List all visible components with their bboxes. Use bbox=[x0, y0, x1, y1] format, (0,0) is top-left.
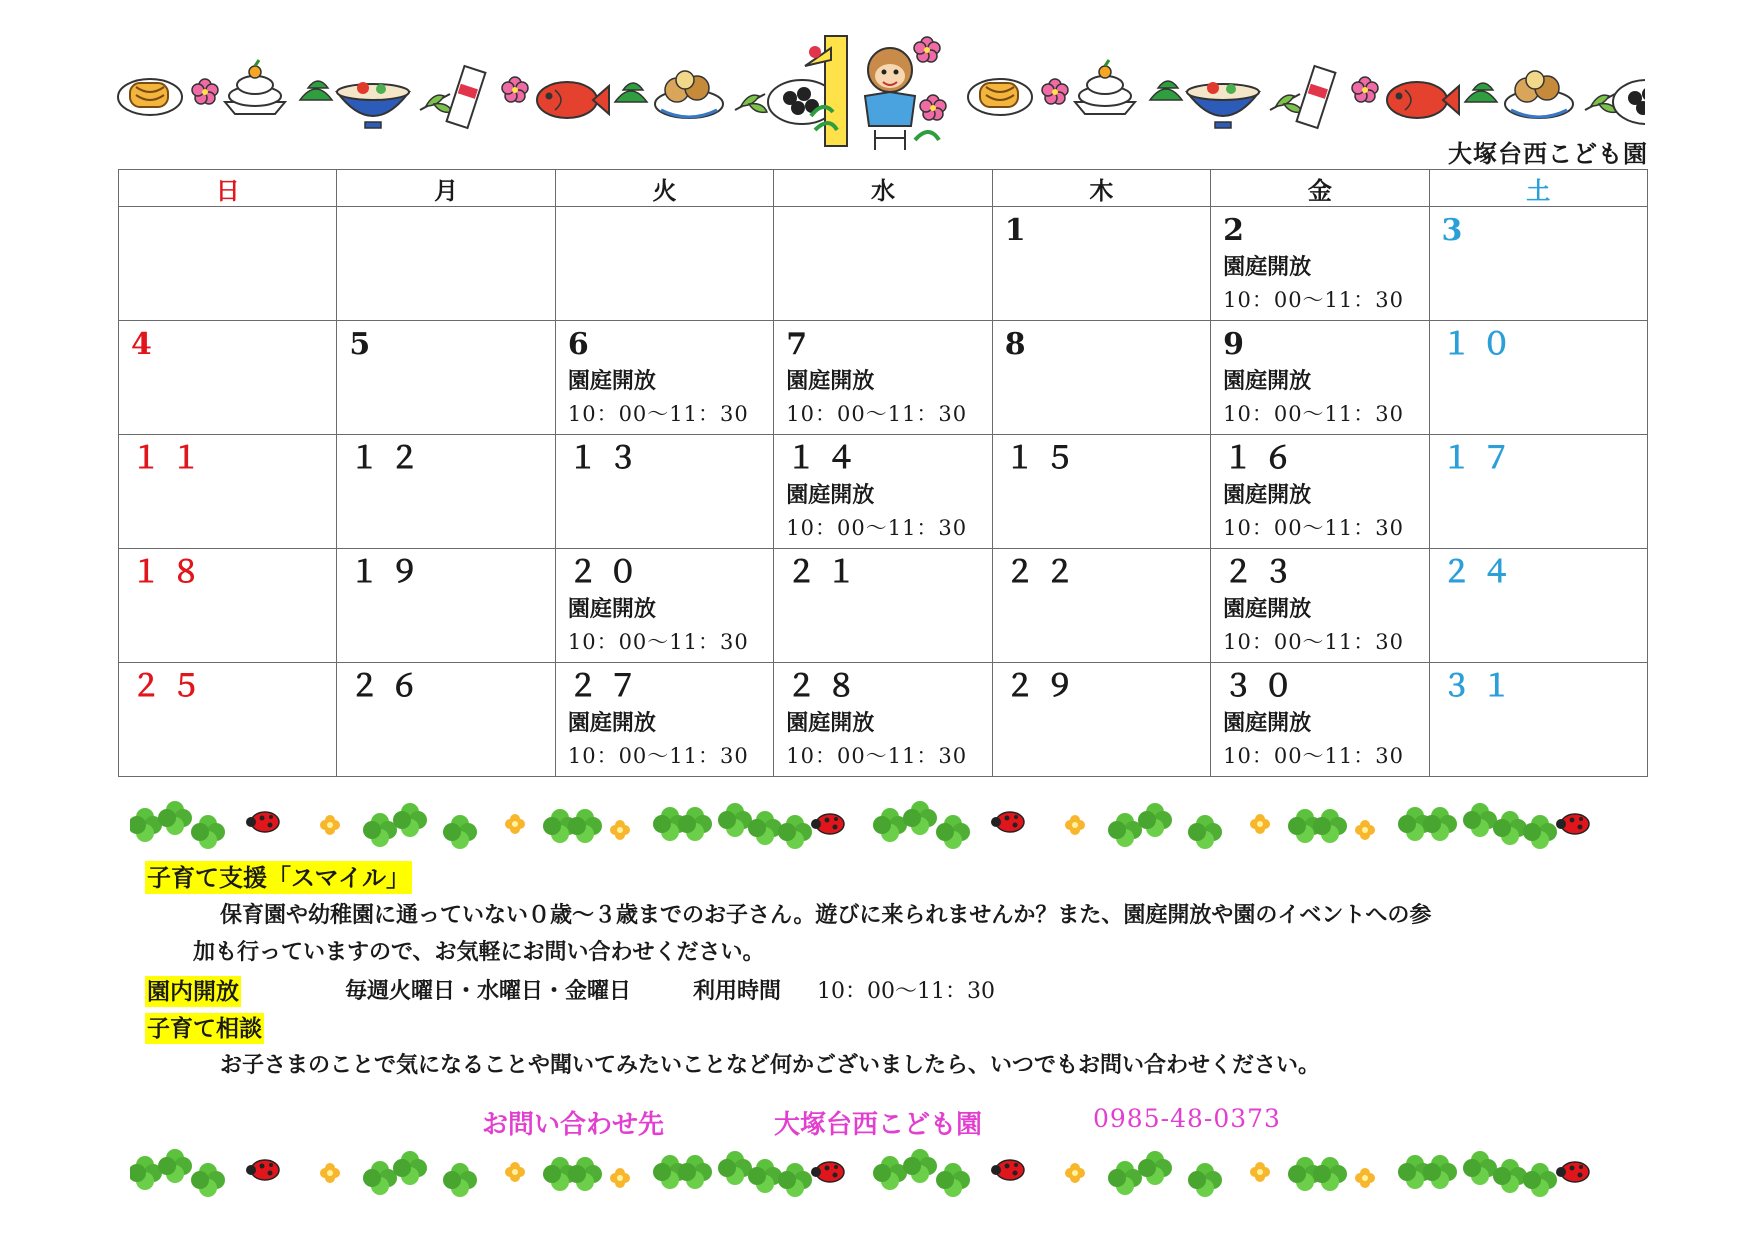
day-number: ２４ bbox=[1441, 555, 1522, 590]
calendar-week-row bbox=[119, 549, 1648, 663]
calendar-day-cell bbox=[992, 663, 1210, 777]
calendar-day-cell bbox=[774, 435, 992, 549]
day-number: １１ bbox=[131, 441, 211, 476]
calendar-week-row bbox=[119, 663, 1648, 777]
event-time: 10：00～11：30 bbox=[786, 744, 968, 768]
calendar-body bbox=[119, 207, 1648, 777]
calendar-day-cell bbox=[1211, 207, 1429, 321]
weekday-header: 火 bbox=[555, 170, 773, 207]
smile-heading bbox=[145, 858, 412, 893]
calendar-day-cell bbox=[555, 549, 773, 663]
event-time: 10：00～11：30 bbox=[1223, 516, 1404, 540]
event-time: 10：00～11：30 bbox=[786, 516, 968, 540]
calendar-day-cell bbox=[1211, 321, 1429, 435]
event-time: 10：00～11：30 bbox=[1223, 630, 1404, 654]
calendar-week-row bbox=[119, 207, 1648, 321]
contact-label: お問い合わせ先 bbox=[482, 1110, 665, 1140]
day-number: １０ bbox=[1441, 327, 1522, 362]
day-number: 3 bbox=[1441, 213, 1473, 248]
event-time: 10：00～11：30 bbox=[567, 744, 749, 768]
event-title: 園庭開放 bbox=[1223, 710, 1312, 736]
calendar-day-cell bbox=[1429, 321, 1647, 435]
event-time: 10：00～11：30 bbox=[786, 402, 968, 426]
calendar-day-cell bbox=[119, 549, 337, 663]
consult-heading bbox=[145, 1010, 264, 1043]
event-time: 10：00～11：30 bbox=[567, 630, 749, 654]
event-title: 園庭開放 bbox=[1223, 254, 1312, 280]
day-number: １４ bbox=[786, 441, 867, 476]
open-schedule bbox=[345, 974, 995, 1005]
calendar-day-cell bbox=[337, 321, 555, 435]
day-number: 8 bbox=[1004, 327, 1036, 362]
calendar-day-cell bbox=[1429, 435, 1647, 549]
day-number: ２５ bbox=[131, 669, 211, 704]
calendar-day-cell bbox=[119, 435, 337, 549]
calendar-week-row bbox=[119, 321, 1648, 435]
smile-heading-text: 子育て支援「スマイル」 bbox=[147, 863, 411, 892]
open-hours: 10：00～11：30 bbox=[817, 979, 996, 1004]
day-number: １５ bbox=[1004, 441, 1085, 476]
calendar-day-cell bbox=[774, 321, 992, 435]
open-hours-label: 利用時間 bbox=[693, 978, 782, 1004]
calendar-day-cell bbox=[992, 549, 1210, 663]
event-title: 園庭開放 bbox=[567, 710, 656, 736]
day-number: １６ bbox=[1223, 441, 1304, 476]
school-name: 大塚台西こども園 bbox=[1448, 139, 1648, 168]
day-number: １７ bbox=[1441, 441, 1522, 476]
day-number: 2 bbox=[1223, 213, 1254, 248]
smile-description-line1: 保育園や幼稚園に通っていない０歳～３歳までのお子さん。遊びに来られませんか？また、園庭開放や園のイベントへの参 bbox=[220, 902, 1432, 928]
event-time: 10：00～11：30 bbox=[1223, 402, 1404, 426]
calendar-day-cell bbox=[992, 435, 1210, 549]
weekday-header: 木 bbox=[992, 170, 1210, 207]
clover-ladybug-border-bottom bbox=[130, 1148, 1630, 1198]
weekday-header: 水 bbox=[774, 170, 992, 207]
calendar-day-cell bbox=[1211, 663, 1429, 777]
calendar-day-cell bbox=[774, 549, 992, 663]
day-number: ３０ bbox=[1223, 669, 1304, 704]
calendar-day-cell bbox=[1429, 549, 1647, 663]
weekday-header: 土 bbox=[1429, 170, 1647, 207]
calendar-day-cell bbox=[555, 435, 773, 549]
weekday-header: 日 bbox=[119, 170, 337, 207]
smile-description-line2: 加も行っていますので、お気軽にお問い合わせください。 bbox=[193, 939, 765, 965]
event-time: 10：00～11：30 bbox=[567, 402, 749, 426]
calendar-table bbox=[118, 169, 1648, 777]
day-number: ２０ bbox=[567, 555, 648, 590]
day-number: １９ bbox=[349, 555, 430, 590]
day-number: ２３ bbox=[1223, 555, 1304, 590]
day-number: ３１ bbox=[1441, 669, 1522, 704]
consult-description: お子さまのことで気になることや聞いてみたいことなど何かございましたら、いつでもお問い合わせください。 bbox=[220, 1052, 1321, 1078]
day-number: 5 bbox=[349, 327, 381, 362]
event-title: 園庭開放 bbox=[786, 710, 875, 736]
day-number: 4 bbox=[131, 327, 162, 362]
day-number: 7 bbox=[786, 327, 818, 362]
calendar-day-cell bbox=[337, 549, 555, 663]
event-title: 園庭開放 bbox=[786, 368, 875, 394]
consult-heading-text: 子育て相談 bbox=[147, 1015, 262, 1042]
calendar-day-cell bbox=[992, 321, 1210, 435]
new-year-illustration-border bbox=[115, 30, 1645, 150]
calendar-day-cell bbox=[774, 207, 992, 321]
weekday-header: 金 bbox=[1211, 170, 1429, 207]
day-number: 9 bbox=[1223, 327, 1254, 362]
calendar-day-cell bbox=[1429, 207, 1647, 321]
calendar-day-cell bbox=[555, 207, 773, 321]
day-number: ２９ bbox=[1004, 669, 1085, 704]
day-number: 6 bbox=[567, 327, 599, 362]
event-title: 園庭開放 bbox=[786, 482, 875, 508]
open-label bbox=[145, 973, 241, 1006]
day-number: １８ bbox=[131, 555, 211, 590]
calendar-day-cell bbox=[119, 663, 337, 777]
day-number: ２７ bbox=[567, 669, 648, 704]
day-number: ２２ bbox=[1004, 555, 1085, 590]
calendar-day-cell bbox=[774, 663, 992, 777]
day-number: １２ bbox=[349, 441, 430, 476]
clover-ladybug-border bbox=[130, 800, 1630, 850]
weekday-header: 月 bbox=[337, 170, 555, 207]
calendar-day-cell bbox=[555, 663, 773, 777]
day-number: 1 bbox=[1004, 213, 1036, 248]
calendar-day-cell bbox=[337, 435, 555, 549]
calendar-day-cell bbox=[1429, 663, 1647, 777]
calendar-day-cell bbox=[337, 663, 555, 777]
day-number: ２６ bbox=[349, 669, 430, 704]
contact-school-name: 大塚台西こども園 bbox=[774, 1110, 983, 1140]
day-number: ２１ bbox=[786, 555, 867, 590]
open-label-text: 園内開放 bbox=[147, 978, 239, 1005]
day-number: ２８ bbox=[786, 669, 867, 704]
contact-phone[interactable]: 0985-48-0373 bbox=[1093, 1104, 1281, 1133]
calendar-day-cell bbox=[119, 207, 337, 321]
calendar-day-cell bbox=[1211, 435, 1429, 549]
event-time: 10：00～11：30 bbox=[1223, 288, 1404, 312]
open-days: 毎週火曜日・水曜日・金曜日 bbox=[345, 978, 632, 1004]
weekday-header-row bbox=[119, 170, 1648, 207]
calendar-day-cell bbox=[119, 321, 337, 435]
event-title: 園庭開放 bbox=[1223, 596, 1312, 622]
event-title: 園庭開放 bbox=[567, 596, 656, 622]
calendar-day-cell bbox=[1211, 549, 1429, 663]
calendar-day-cell bbox=[337, 207, 555, 321]
event-title: 園庭開放 bbox=[1223, 368, 1312, 394]
calendar-week-row bbox=[119, 435, 1648, 549]
event-time: 10：00～11：30 bbox=[1223, 744, 1404, 768]
day-number: １３ bbox=[567, 441, 648, 476]
month-one-icon bbox=[805, 36, 946, 150]
calendar-day-cell bbox=[992, 207, 1210, 321]
event-title: 園庭開放 bbox=[567, 368, 656, 394]
calendar-day-cell bbox=[555, 321, 773, 435]
event-title: 園庭開放 bbox=[1223, 482, 1312, 508]
